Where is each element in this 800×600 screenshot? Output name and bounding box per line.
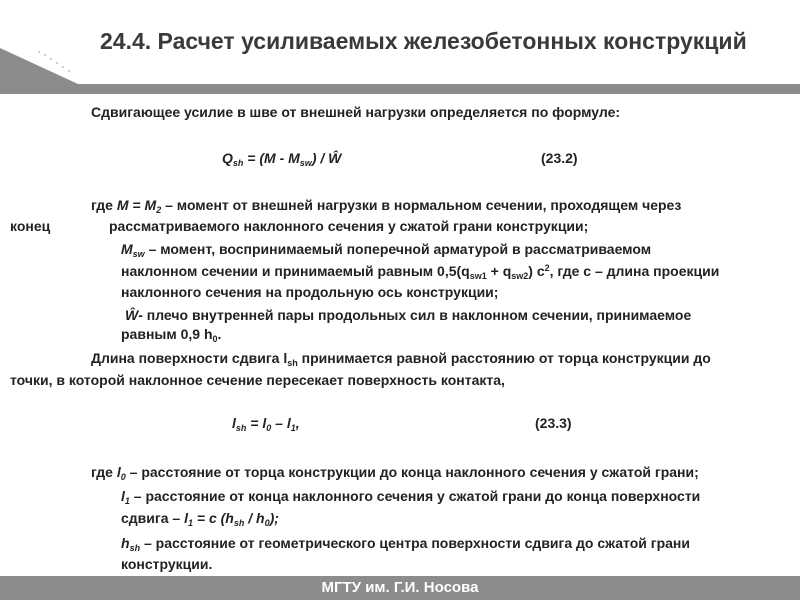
where-l0-line <box>91 464 699 480</box>
where-m-line1 <box>91 197 681 213</box>
msw-sub: sw <box>132 249 145 259</box>
w-line1 <box>125 307 691 323</box>
msw-line2-b: + q <box>486 263 512 279</box>
msw-line2 <box>121 263 719 279</box>
l1f-div: / h <box>244 510 265 526</box>
where2-prefix: где <box>91 464 117 480</box>
where-m-rest: – момент от внешней нагрузки в нормальном сечении, проходящем через <box>161 197 682 213</box>
length-line1-b: принимается равной расстоянию от торца конструкции до <box>297 350 711 366</box>
msw-line3: наклонного сечения на продольную ось конструкции; <box>121 284 499 300</box>
l1-symbol: l <box>121 488 125 504</box>
formula-msw-sub: sw <box>299 158 312 168</box>
formula-23-2 <box>222 150 341 166</box>
c-sup: 2 <box>544 263 550 273</box>
hsh-sub: sh <box>129 543 141 553</box>
l1-line2 <box>121 510 279 526</box>
m2-symbol: M <box>144 197 157 213</box>
slide-title: 24.4. Расчет усиливаемых железобетонных конструкций <box>100 28 747 54</box>
q2-sub: sw2 <box>511 271 529 281</box>
length-line1-a: Длина поверхности сдвига l <box>91 350 288 366</box>
q1-sub: sw1 <box>469 271 487 281</box>
length-line1 <box>91 350 711 366</box>
formula-number-23-2: (23.2) <box>541 150 578 166</box>
w-line1-rest: - плечо внутренней пары продольных сил в наклонном сечении, принимаемое <box>138 307 692 323</box>
f2-l-sub: sh <box>235 423 247 433</box>
formula-eq2: ) / <box>311 150 329 166</box>
m-eq: = <box>128 197 145 213</box>
formula-w: Ŵ <box>328 150 342 166</box>
msw-line2-d: , где c – длина проекции <box>549 263 720 279</box>
w-line2 <box>121 326 221 342</box>
m2-sub: 2 <box>156 205 162 215</box>
konets-word: конец <box>10 218 51 234</box>
l1f-h0-sub: 0 <box>264 518 270 528</box>
l1f-l: l <box>184 510 188 526</box>
msw-line2-c: ) c <box>528 263 545 279</box>
f2-eq1: = l <box>246 415 267 431</box>
formula-23-3 <box>232 415 300 431</box>
msw-line1-rest: – момент, воспринимаемый поперечной арматурой в рассматриваемом <box>144 241 652 257</box>
lsh-sub: sh <box>287 358 298 368</box>
msw-symbol: M <box>121 241 133 257</box>
w-line2-b: . <box>217 326 222 342</box>
l1f-l-sub: 1 <box>187 518 193 528</box>
formula-eq1: = (M - M <box>243 150 300 166</box>
l1-sub: 1 <box>124 496 130 506</box>
footer-text: МГТУ им. Г.И. Носова <box>321 579 479 596</box>
header-bar <box>78 84 800 94</box>
l1f-h-sub: sh <box>233 518 245 528</box>
where-m-line2: рассматриваемого наклонного сечения у сжатой грани конструкции; <box>109 218 589 234</box>
h0-sub: 0 <box>212 334 218 344</box>
f2-eq2: – l <box>271 415 291 431</box>
corner-decoration <box>0 48 78 94</box>
f2-l0-sub: 0 <box>266 423 272 433</box>
formula-q: Q <box>222 150 233 166</box>
f2-eq3: , <box>295 415 300 431</box>
length-line2: точки, в которой наклонное сечение пересекает поверхность контакта, <box>10 372 505 388</box>
w-line2-a: равным 0,9 h <box>121 326 213 342</box>
l0-sub: 0 <box>120 472 126 482</box>
l1-line1 <box>121 488 700 504</box>
m-symbol: M <box>116 197 129 213</box>
msw-line1 <box>121 241 651 257</box>
where-l0-rest: – расстояние от торца конструкции до конца наклонного сечения у сжатой грани; <box>125 464 699 480</box>
l1f-eq: = c (h <box>192 510 234 526</box>
intro-text: Сдвигающее усилие в шве от внешней нагрузки определяется по формуле: <box>91 104 621 120</box>
l1-line2-a: сдвига – <box>121 510 185 526</box>
hsh-line1-rest: – расстояние от геометрического центра поверхности сдвига до сжатой грани <box>140 535 690 551</box>
l1-line1-rest: – расстояние от конца наклонного сечения у сжатой грани до конца поверхности <box>129 488 701 504</box>
l0-symbol: l <box>116 464 121 480</box>
where-prefix: где <box>91 197 117 213</box>
formula-number-23-3: (23.3) <box>535 415 572 431</box>
formula-q-sub: sh <box>232 158 244 168</box>
f2-l1-sub: 1 <box>290 423 296 433</box>
hsh-line1 <box>121 535 690 551</box>
msw-line2-a: наклонном сечении и принимаемый равным 0,5(q <box>121 263 470 279</box>
hsh-line2: конструкции. <box>121 556 213 572</box>
f2-l: l <box>232 415 236 431</box>
w-symbol: Ŵ <box>125 307 139 323</box>
l1f-end: ); <box>269 510 279 526</box>
hsh-symbol: h <box>121 535 130 551</box>
